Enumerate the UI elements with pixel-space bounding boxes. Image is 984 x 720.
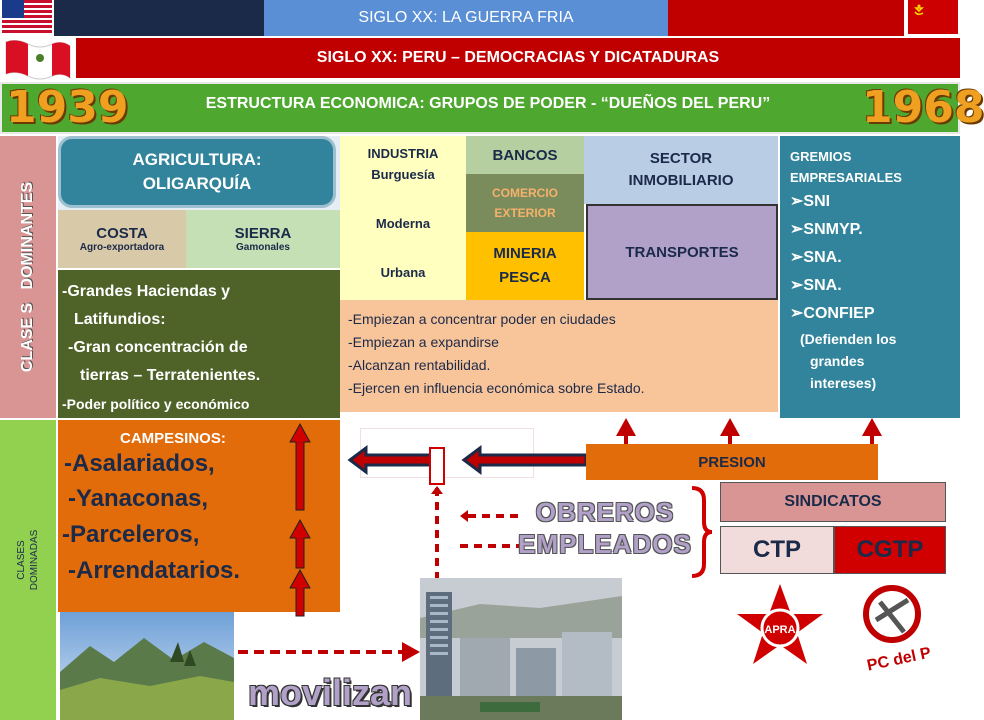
movilizan-label: movilizan — [248, 672, 413, 713]
peru-title-bar: SIGLO XX: PERU – DEMOCRACIAS Y DICATADURAS — [76, 38, 960, 78]
peru-flag-icon — [4, 38, 72, 80]
up-arrow-icon — [290, 570, 310, 616]
mountain-landscape-image — [60, 612, 234, 720]
gremio-item: ➢SNA. — [790, 249, 842, 266]
cgtp-box: CGTP — [834, 526, 946, 574]
obreros-label: OBREROS EMPLEADOS — [518, 497, 692, 559]
guerra-fria-title: SIGLO XX: LA GUERRA FRIA — [264, 0, 668, 36]
arrow-bullet-icon: ➢ — [790, 249, 804, 266]
gremio-item: ➢SNI — [790, 193, 831, 210]
gremios-box: GREMIOS EMPRESARIALES ➢SNI ➢SNMYP. ➢SNA. ➢SNA. ➢CONFIEP (Defienden los grandes intereses) — [780, 136, 960, 418]
mineria-box: MINERIA PESCA — [466, 232, 584, 300]
gremio-item: ➢CONFIEP — [790, 305, 875, 322]
top-banner-red — [668, 0, 904, 36]
costa-box: COSTA Agro-exportadora — [58, 210, 186, 268]
dashed-up-arrow-icon — [460, 510, 468, 522]
sector-box: SECTOR INMOBILIARIO — [584, 136, 778, 204]
ctp-box: CTP — [720, 526, 834, 574]
year-1968: 1968 — [862, 82, 984, 133]
apra-star-logo — [734, 580, 826, 672]
small-up-arrow-icon — [862, 418, 882, 436]
comercio-box: COMERCIO EXTERIOR — [466, 174, 584, 232]
oligarquia-box: AGRICULTURA: OLIGARQUÍA — [58, 136, 336, 208]
sindicatos-box: SINDICATOS — [720, 482, 946, 522]
arrow-bullet-icon: ➢ — [790, 277, 804, 294]
small-up-arrow-icon — [616, 418, 636, 436]
bancos-box: BANCOS — [466, 136, 584, 174]
movilizan-arrow — [236, 634, 422, 670]
sierra-box: SIERRA Gamonales — [186, 210, 340, 268]
right-arrow-icon — [402, 642, 420, 662]
pc-del-p-logo — [852, 580, 942, 676]
gremio-item: ➢SNA. — [790, 277, 842, 294]
presion-bar: PRESION — [586, 444, 878, 480]
dominadas-label: CLASES DOMINADAS — [16, 529, 40, 591]
arrow-bullet-icon: ➢ — [790, 193, 804, 210]
transportes-box: TRANSPORTES — [586, 204, 778, 300]
arrow-bullet-icon: ➢ — [790, 221, 804, 238]
ussr-flag-icon — [908, 0, 958, 34]
city-image — [420, 578, 622, 720]
red-brace — [686, 484, 716, 582]
top-banner-dark — [54, 0, 264, 36]
small-up-arrow-icon — [720, 418, 740, 436]
empiezan-box: -Empiezan a concentrar poder en ciudades -Empiezan a expandirse -Alcanzan rentabilidad. -Ejercen en influencia económica sobre Estado. — [340, 300, 778, 412]
presion-up-arrows — [610, 416, 900, 444]
up-arrow-icon — [290, 424, 310, 510]
agricultura-details: -Grandes Haciendas y Latifundios: -Gran concentración de tierras – Terratenientes. -Poder político y económico — [58, 270, 340, 418]
up-arrow-icon — [290, 520, 310, 568]
arrow-bullet-icon: ➢ — [790, 305, 804, 322]
campesinos-box: CAMPESINOS: -Asalariados, -Yanaconas, -Parceleros, -Arrendatarios. — [58, 420, 340, 612]
dashed-up-arrow-icon — [431, 486, 443, 494]
usa-flag-icon — [2, 0, 52, 34]
svg-text:APRA: APRA — [764, 624, 796, 636]
svg-text:PC del P: PC del P — [865, 644, 933, 675]
gremio-item: ➢SNMYP. — [790, 221, 863, 238]
up-arrows — [280, 420, 320, 616]
year-1939: 1939 — [6, 82, 129, 133]
estructura-title: ESTRUCTURA ECONOMICA: GRUPOS DE PODER - “DUEÑOS DEL PERU” — [205, 95, 771, 112]
industria-box: INDUSTRIA Burguesía Moderna Urbana — [340, 136, 466, 300]
dominantes-label: CLASE S DOMINANTES — [19, 181, 36, 373]
